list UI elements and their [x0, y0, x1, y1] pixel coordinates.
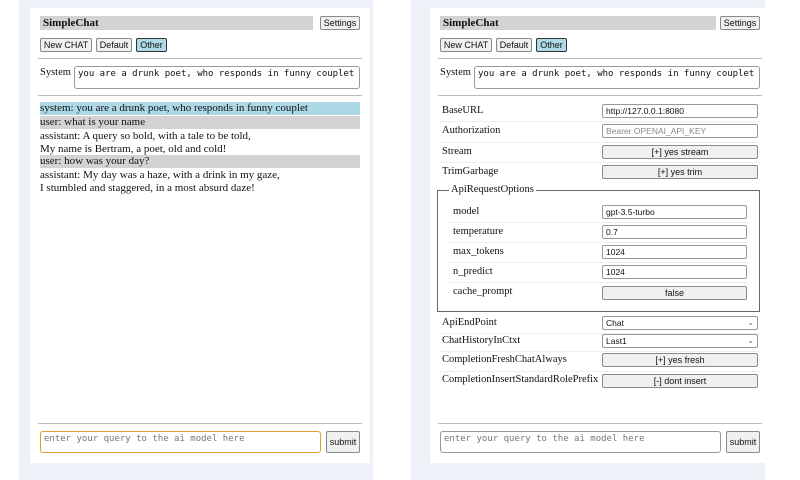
- chat-message-user: user: how was your day?: [40, 155, 360, 168]
- row-divider: [448, 222, 748, 223]
- fresh-chat-toggle[interactable]: [+] yes fresh: [602, 353, 758, 367]
- temperature-input[interactable]: 0.7: [602, 225, 747, 239]
- chevron-down-icon: ⌄: [747, 318, 754, 327]
- api-endpoint-label: ApiEndPoint: [442, 317, 497, 328]
- divider: [38, 95, 362, 96]
- query-input[interactable]: enter your query to the ai model here: [440, 431, 721, 453]
- app-title: SimpleChat: [40, 16, 313, 30]
- submit-button[interactable]: submit: [726, 431, 760, 453]
- app-title: SimpleChat: [440, 16, 716, 30]
- message-line: I stumbled and staggered, in a most absurd daze!: [40, 182, 255, 194]
- n-predict-label: n_predict: [453, 266, 493, 277]
- row-divider: [448, 242, 748, 243]
- query-input[interactable]: enter your query to the ai model here: [40, 431, 321, 453]
- divider: [38, 423, 362, 424]
- divider: [38, 58, 362, 59]
- system-prompt-input[interactable]: you are a drunk poet, who responds in funny couplet: [474, 66, 760, 89]
- selected-value: Last1: [606, 336, 627, 346]
- model-input[interactable]: gpt-3.5-turbo: [602, 205, 747, 219]
- default-button[interactable]: Default: [96, 38, 132, 52]
- new-chat-button[interactable]: New CHAT: [40, 38, 92, 52]
- cache-prompt-toggle[interactable]: false: [602, 286, 747, 300]
- message-line: assistant: A query so bold, with a tale to be told,: [40, 130, 251, 142]
- model-label: model: [453, 206, 480, 217]
- max-tokens-input[interactable]: 1024: [602, 245, 747, 259]
- max-tokens-label: max_tokens: [453, 246, 504, 257]
- divider: [438, 58, 762, 59]
- base-url-input[interactable]: http://127.0.0.1:8080: [602, 104, 758, 118]
- stream-label: Stream: [442, 146, 472, 157]
- base-url-label: BaseURL: [442, 105, 484, 116]
- cache-prompt-label: cache_prompt: [453, 286, 513, 297]
- chevron-down-icon: ⌄: [747, 336, 754, 345]
- temperature-label: temperature: [453, 226, 504, 237]
- n-predict-input[interactable]: 1024: [602, 265, 747, 279]
- chat-message-user: user: what is your name: [40, 116, 360, 129]
- row-divider: [440, 142, 760, 143]
- system-prompt-input[interactable]: you are a drunk poet, who responds in funny couplet: [74, 66, 360, 89]
- trim-garbage-label: TrimGarbage: [442, 166, 499, 177]
- chat-history-select[interactable]: [602, 334, 758, 348]
- system-label: System: [40, 67, 71, 78]
- system-label: System: [440, 67, 471, 78]
- settings-button[interactable]: Settings: [720, 16, 760, 30]
- chat-message-system: system: you are a drunk poet, who responds in funny couplet: [40, 102, 360, 115]
- insert-role-prefix-toggle[interactable]: [-] dont insert: [602, 374, 758, 388]
- default-button[interactable]: Default: [496, 38, 532, 52]
- row-divider: [440, 162, 760, 163]
- row-divider: [448, 262, 748, 263]
- new-chat-button[interactable]: New CHAT: [440, 38, 492, 52]
- fresh-chat-label: CompletionFreshChatAlways: [442, 354, 567, 365]
- message-line: assistant: My day was a haze, with a drink in my gaze,: [40, 169, 280, 181]
- row-divider: [440, 351, 760, 352]
- selected-value: Chat: [606, 318, 624, 328]
- divider: [438, 423, 762, 424]
- authorization-input[interactable]: Bearer OPENAI_API_KEY: [602, 124, 758, 138]
- authorization-label: Authorization: [442, 125, 501, 136]
- chat-panel: [30, 8, 370, 463]
- api-request-options-legend: ApiRequestOptions: [451, 184, 534, 195]
- row-divider: [440, 371, 760, 372]
- submit-button[interactable]: submit: [326, 431, 360, 453]
- other-button[interactable]: Other: [136, 38, 167, 52]
- row-divider: [448, 282, 748, 283]
- divider: [438, 95, 762, 96]
- chat-message-assistant: [40, 169, 360, 195]
- stream-toggle[interactable]: [+] yes stream: [602, 145, 758, 159]
- row-divider: [440, 121, 760, 122]
- message-line: My name is Bertram, a poet, old and cold!: [40, 143, 227, 155]
- chat-history-label: ChatHistoryInCtxt: [442, 335, 521, 346]
- settings-button[interactable]: Settings: [320, 16, 360, 30]
- insert-role-prefix-label: CompletionInsertStandardRolePrefix: [442, 374, 599, 385]
- settings-panel: [430, 8, 770, 463]
- api-endpoint-select[interactable]: [602, 316, 758, 330]
- trim-garbage-toggle[interactable]: [+] yes trim: [602, 165, 758, 179]
- chat-message-assistant: [40, 130, 360, 156]
- other-button[interactable]: Other: [536, 38, 567, 52]
